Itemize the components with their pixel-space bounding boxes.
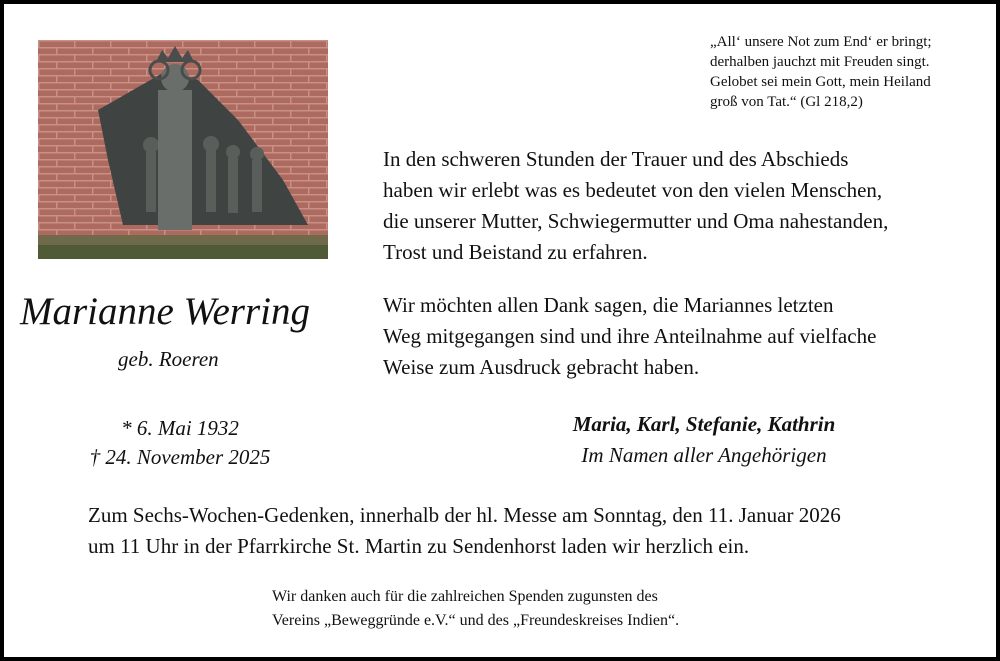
life-dates xyxy=(80,414,280,472)
signers-block xyxy=(520,409,888,471)
quote-line: derhalben jauchzt mit Freuden singt. xyxy=(710,54,930,70)
hymn-quote xyxy=(710,32,990,112)
donation-thanks xyxy=(272,585,679,633)
death-date: † 24. November 2025 xyxy=(89,445,271,469)
thanks-line: Vereins „Beweggründe e.V.“ und des „Freundeskreises Indien“. xyxy=(272,612,680,629)
gratitude-paragraph xyxy=(383,144,888,268)
deceased-name: Marianne Werring xyxy=(20,290,310,333)
memorial-line: Zum Sechs-Wochen-Gedenken, innerhalb der hl. Messe am Sonntag, den 11. Januar 2026 xyxy=(88,503,841,527)
quote-line: Gelobet sei mein Gott, mein Heiland xyxy=(710,74,931,90)
paragraph-line: haben wir erlebt was es bedeutet von den vielen Menschen, xyxy=(383,178,883,202)
sculpture-image xyxy=(38,40,328,259)
thanks-paragraph xyxy=(383,290,876,383)
paragraph-line: In den schweren Stunden der Trauer und des Abschieds xyxy=(383,147,849,171)
signer-note: Im Namen aller Angehörigen xyxy=(581,443,827,467)
maiden-name: geb. Roeren xyxy=(118,347,219,371)
memorial-invitation xyxy=(88,500,841,562)
paragraph-line: Trost und Beistand zu erfahren. xyxy=(383,240,648,264)
paragraph-line: Wir möchten allen Dank sagen, die Mariannes letzten xyxy=(383,293,834,317)
paragraph-line: die unserer Mutter, Schwiegermutter und Oma nahestanden, xyxy=(383,209,889,233)
sculpture-photo xyxy=(38,40,328,259)
quote-line: „All‘ unsere Not zum End‘ er bringt; xyxy=(710,34,932,50)
quote-line: groß von Tat.“ (Gl 218,2) xyxy=(710,94,863,110)
paragraph-line: Weg mitgegangen sind und ihre Anteilnahme auf vielfache xyxy=(383,324,877,348)
signer-names: Maria, Karl, Stefanie, Kathrin xyxy=(572,412,836,436)
memorial-line: um 11 Uhr in der Pfarrkirche St. Martin zu Sendenhorst laden wir herzlich ein. xyxy=(88,534,750,558)
paragraph-line: Weise zum Ausdruck gebracht haben. xyxy=(383,355,700,379)
thanks-line: Wir danken auch für die zahlreichen Spenden zugunsten des xyxy=(272,588,658,605)
birth-date: * 6. Mai 1932 xyxy=(121,416,239,440)
